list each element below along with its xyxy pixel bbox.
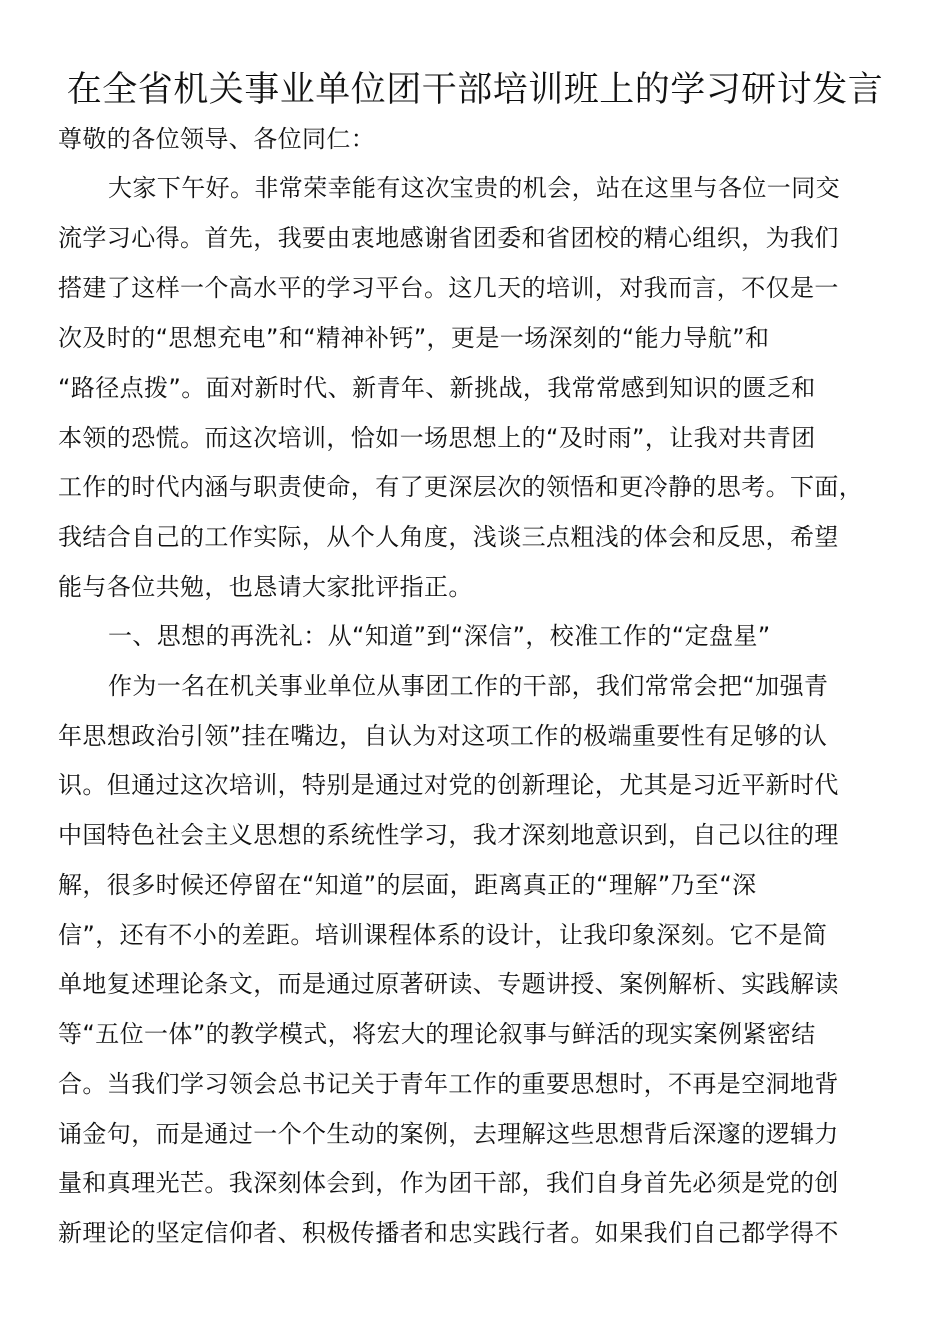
text-line: 新理论的坚定信仰者、积极传播者和忠实践行者。如果我们自己都学得不 — [58, 1219, 839, 1247]
text-line: 单地复述理论条文，而是通过原著研读、专题讲授、案例解析、实践解读 — [58, 970, 839, 998]
text-line: 合。当我们学习领会总书记关于青年工作的重要思想时，不再是空洞地背 — [58, 1070, 839, 1098]
text-line: 诵金句，而是通过一个个生动的案例，去理解这些思想背后深邃的逻辑力 — [58, 1120, 839, 1148]
text-line: 中国特色社会主义思想的系统性学习，我才深刻地意识到，自己以往的理 — [58, 821, 839, 849]
text-line: 年思想政治引领”挂在嘴边，自认为对这项工作的极端重要性有足够的认 — [58, 722, 828, 750]
section-heading: 一、思想的再洗礼：从“知道”到“深信”，校准工作的“定盘星” — [108, 622, 771, 650]
text-line: 解，很多时候还停留在“知道”的层面，距离真正的“理解”乃至“深 — [58, 871, 757, 899]
text-line: 我结合自己的工作实际，从个人角度，浅谈三点粗浅的体会和反思，希望 — [58, 523, 839, 551]
text-line: 流学习心得。首先，我要由衷地感谢省团委和省团校的精心组织，为我们 — [58, 224, 839, 252]
text-line: “路径点拨”。面对新时代、新青年、新挑战，我常常感到知识的匮乏和 — [58, 374, 816, 402]
text-line: 能与各位共勉，也恳请大家批评指正。 — [58, 573, 473, 601]
salutation: 尊敬的各位领导、各位同仁： — [58, 125, 376, 153]
document-title: 在全省机关事业单位团干部培训班上的学习研讨发言 — [66, 70, 884, 110]
text-line: 工作的时代内涵与职责使命，有了更深层次的领悟和更冷静的思考。下面， — [58, 473, 864, 501]
text-line: 作为一名在机关事业单位从事团工作的干部，我们常常会把“加强青 — [108, 672, 829, 700]
text-line: 量和真理光芒。我深刻体会到，作为团干部，我们自身首先必须是党的创 — [58, 1169, 839, 1197]
text-line: 次及时的“思想充电”和“精神补钙”，更是一场深刻的“能力导航”和 — [58, 324, 770, 352]
text-line: 搭建了这样一个高水平的学习平台。这几天的培训，对我而言，不仅是一 — [58, 274, 839, 302]
text-line: 等“五位一体”的教学模式，将宏大的理论叙事与鲜活的现实案例紧密结 — [58, 1020, 816, 1048]
text-line: 大家下午好。非常荣幸能有这次宝贵的机会，站在这里与各位一同交 — [108, 174, 840, 202]
text-line: 识。但通过这次培训，特别是通过对党的创新理论，尤其是习近平新时代 — [58, 771, 839, 799]
text-line: 本领的恐慌。而这次培训，恰如一场思想上的“及时雨”，让我对共青团 — [58, 424, 816, 452]
text-line: 信”，还有不小的差距。培训课程体系的设计，让我印象深刻。它不是简 — [58, 921, 828, 949]
